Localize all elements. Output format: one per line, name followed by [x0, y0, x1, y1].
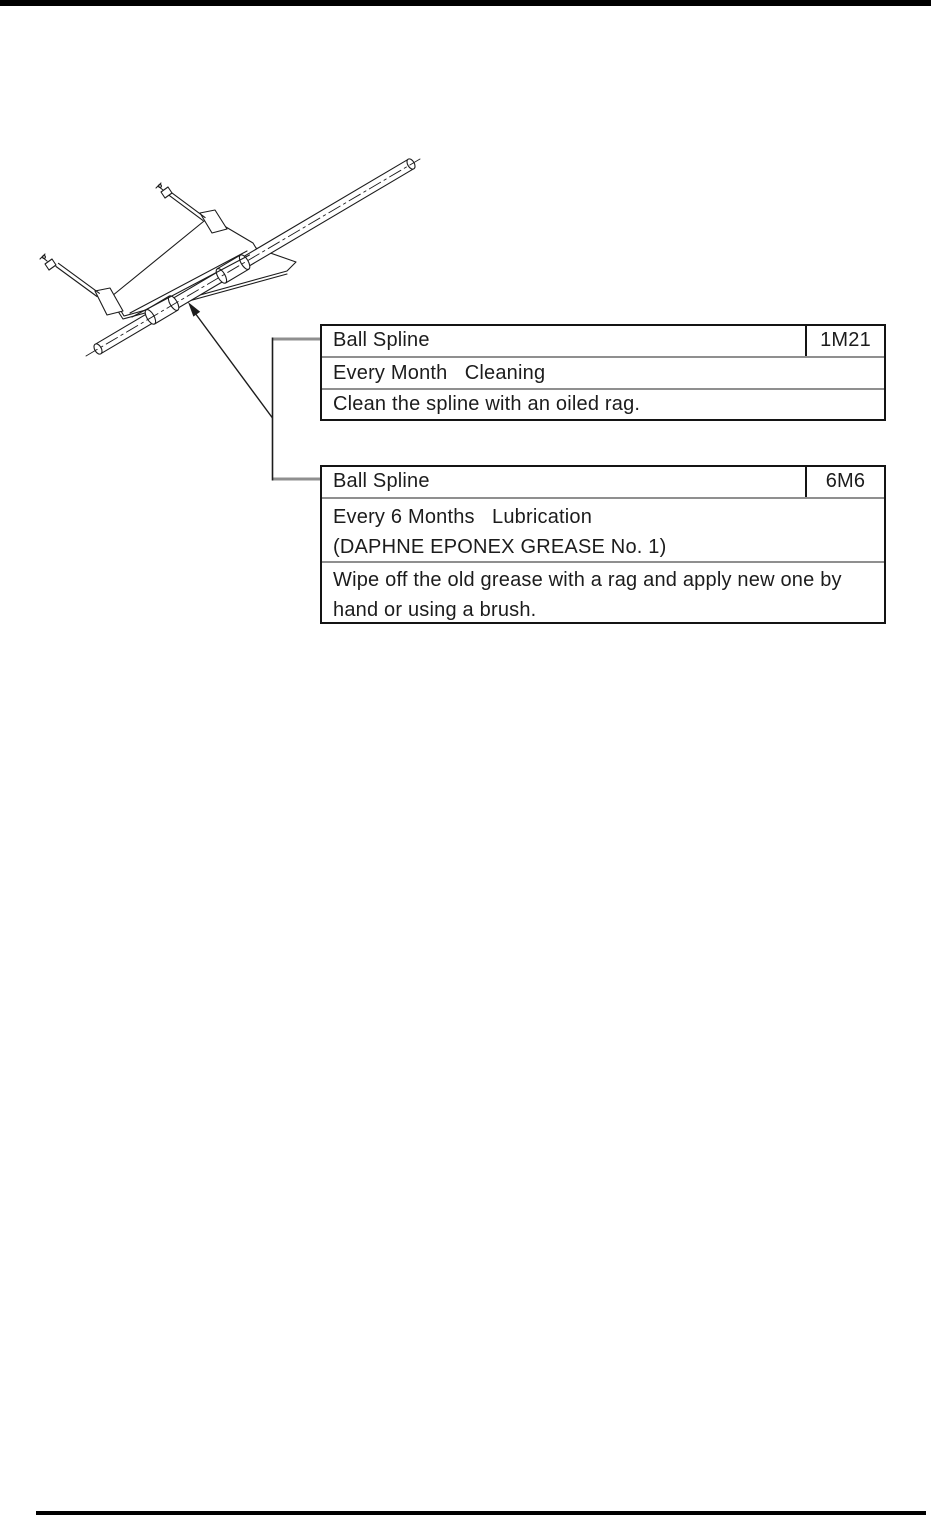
maintenance-code: 1M21	[820, 329, 871, 351]
callout-title-row	[322, 326, 884, 358]
leader-arrow	[188, 302, 273, 418]
callout-title-row	[322, 467, 884, 499]
maintenance-schedule: Every Month Cleaning	[322, 358, 884, 390]
grease-spec-line: (DAPHNE EPONEX GREASE No. 1)	[333, 536, 667, 558]
maintenance-instruction	[322, 563, 884, 625]
instruction-line: hand or using a brush.	[333, 599, 537, 621]
upper-arm	[156, 183, 227, 233]
schedule-line: Every 6 Months Lubrication	[333, 506, 593, 528]
page-footer-rule	[36, 1511, 926, 1515]
component-name: Ball Spline	[322, 467, 807, 497]
component-name: Ball Spline	[322, 326, 807, 356]
maintenance-schedule	[322, 499, 884, 563]
instruction-line: Wipe off the old grease with a rag and apply new one by	[333, 569, 842, 591]
mounting-plate	[110, 217, 296, 319]
callout-table-monthly-cleaning	[320, 324, 886, 421]
callout-connector	[273, 338, 322, 481]
callout-table-lubrication	[320, 465, 886, 624]
lower-arm	[40, 254, 123, 315]
maintenance-instruction: Clean the spline with an oiled rag.	[333, 393, 641, 415]
maintenance-code: 6M6	[825, 470, 866, 492]
